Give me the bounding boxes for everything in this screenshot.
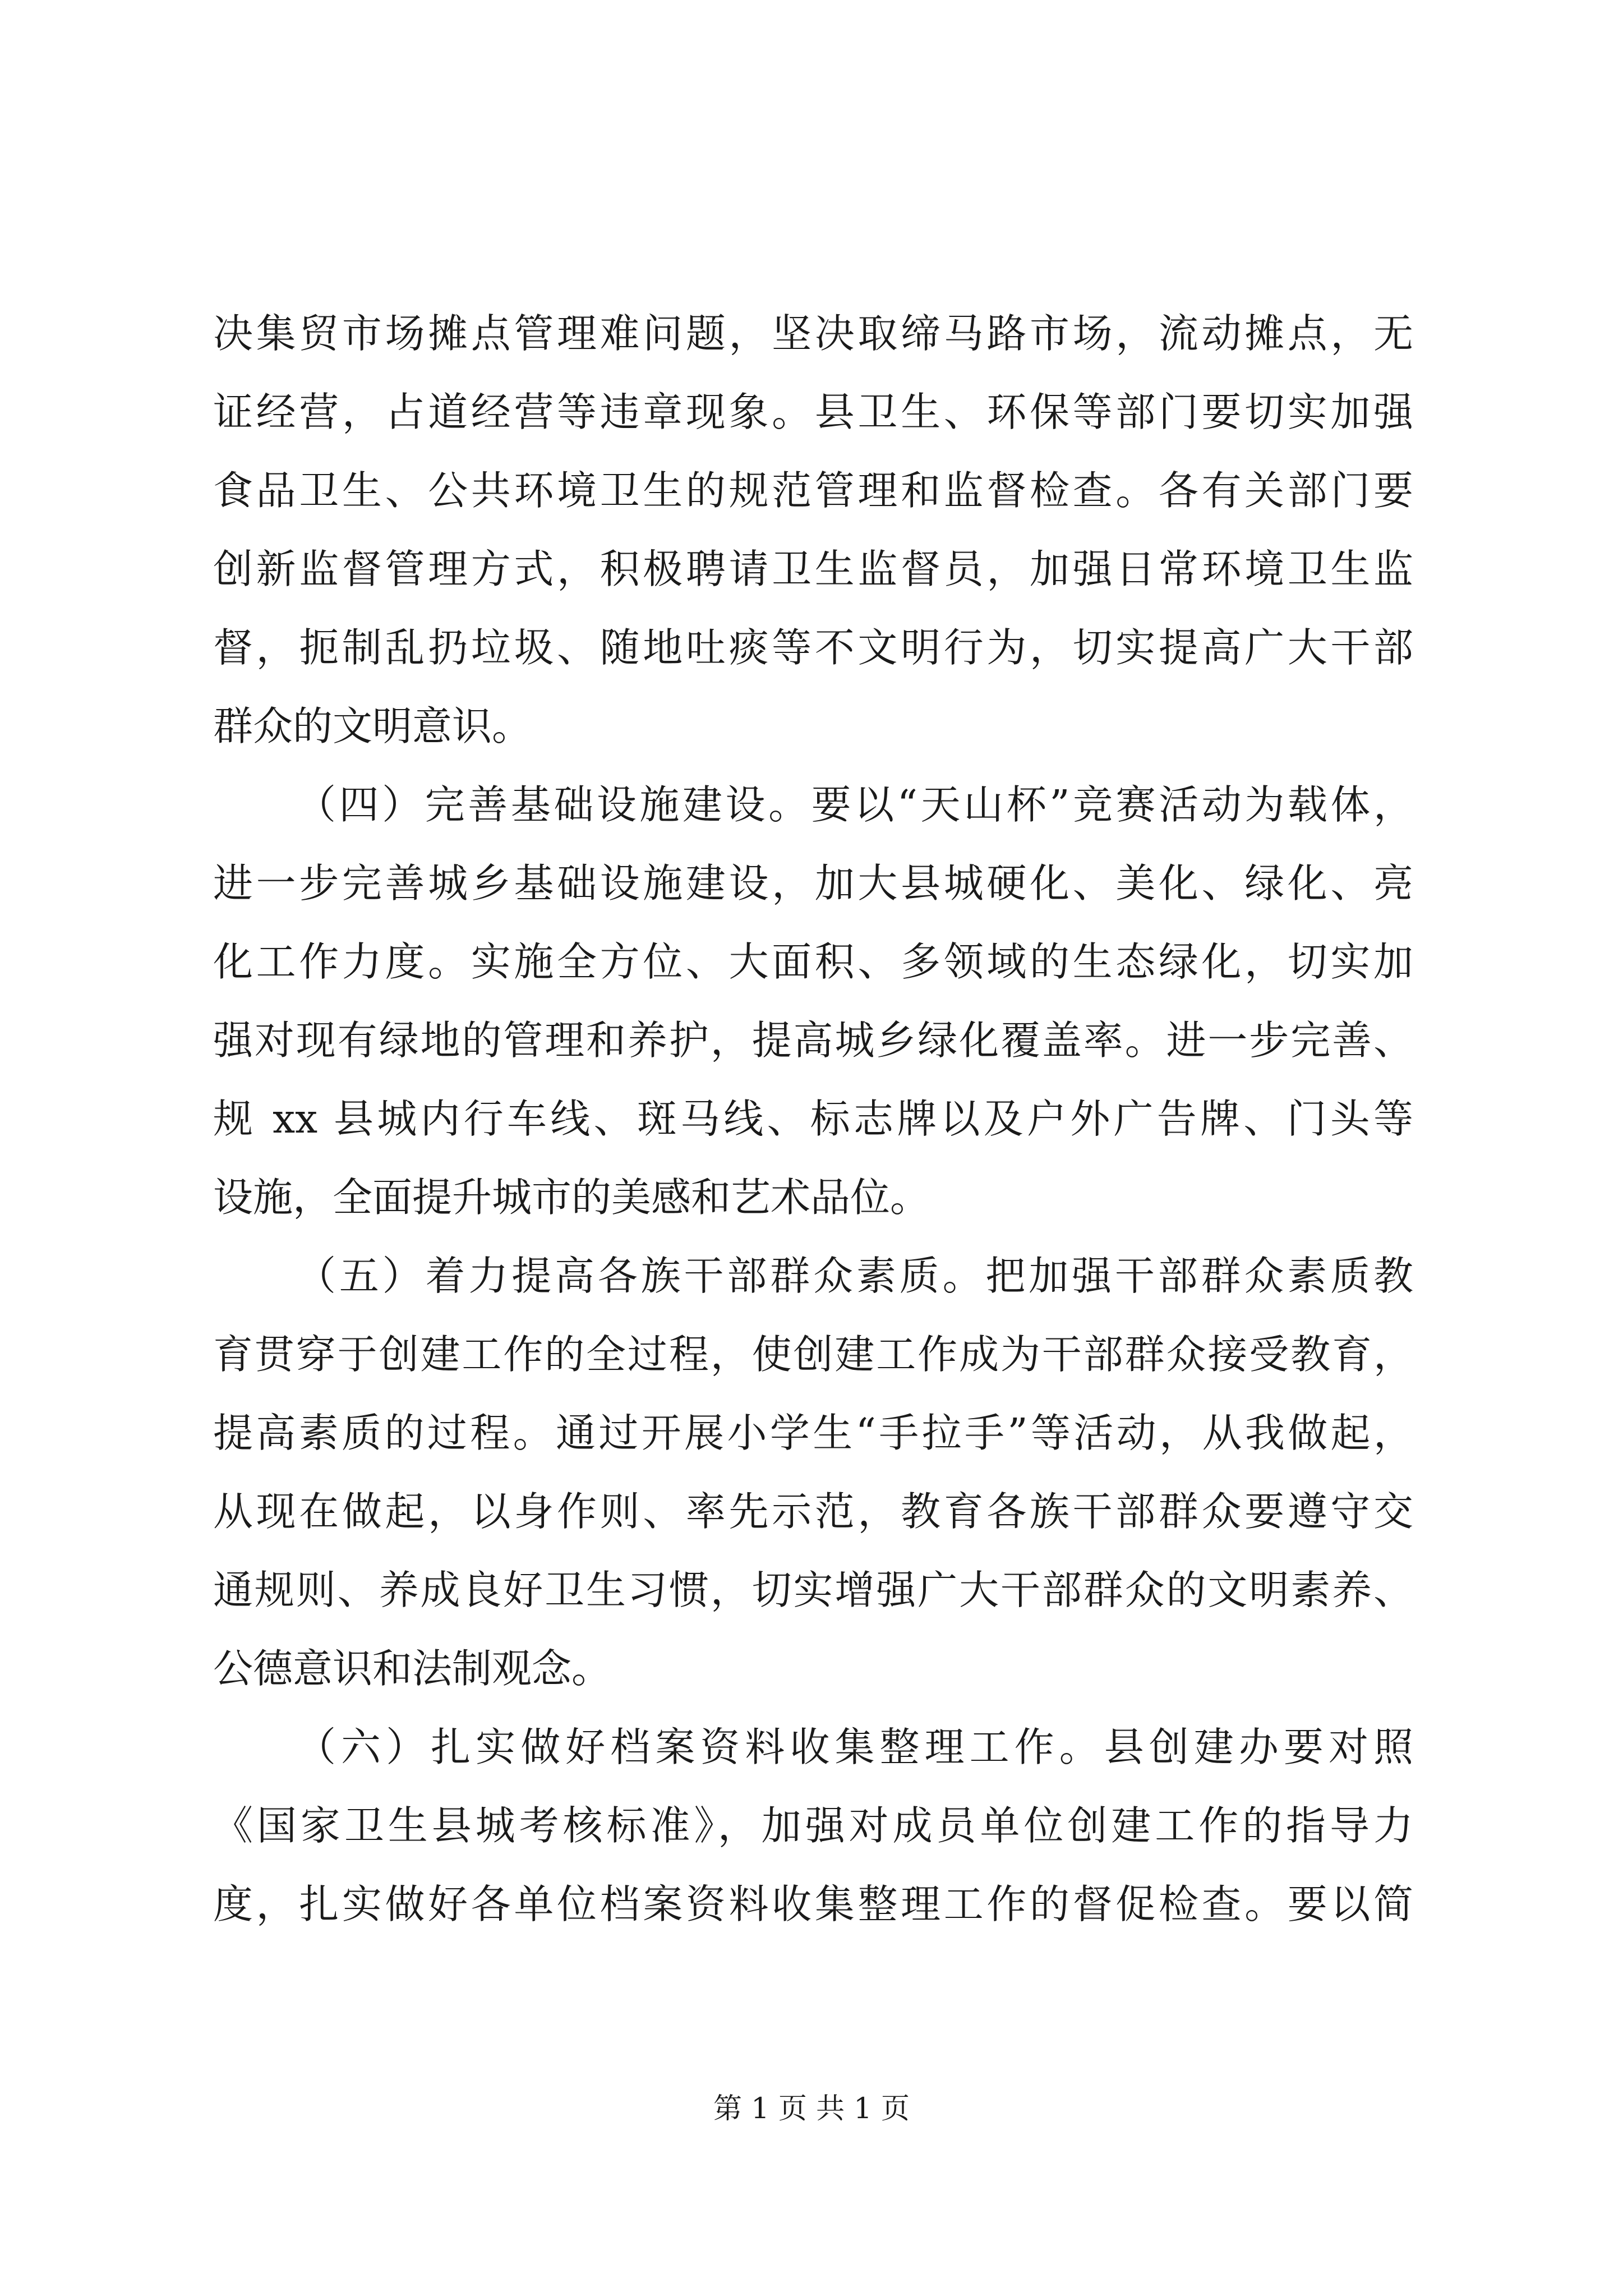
text-line: 督，扼制乱扔垃圾、随地吐痰等不文明行为，切实提高广大干部 xyxy=(213,624,1413,671)
text-line: 创新监督管理方式，积极聘请卫生监督员，加强日常环境卫生监 xyxy=(213,546,1413,592)
text-line: 公德意识和法制观念。 xyxy=(213,1645,612,1692)
page-number-footer: 第 1 页 共 1 页 xyxy=(713,2092,910,2125)
text-line: 决集贸市场摊点管理难问题，坚决取缔马路市场，流动摊点，无 xyxy=(213,310,1413,357)
text-line: 群众的文明意识。 xyxy=(213,703,532,749)
paragraph-heading-line: （五）着力提高各族干部群众素质。把加强干部群众素质教 xyxy=(296,1253,1413,1299)
text-line: 进一步完善城乡基础设施建设，加大县城硬化、美化、绿化、亮 xyxy=(213,860,1413,907)
text-line: 强对现有绿地的管理和养护，提高城乡绿化覆盖率。进一步完善、 xyxy=(213,1017,1413,1064)
text-line: 度，扎实做好各单位档案资料收集整理工作的督促检查。要以简 xyxy=(213,1881,1413,1927)
text-line: 育贯穿于创建工作的全过程，使创建工作成为干部群众接受教育， xyxy=(213,1331,1413,1378)
text-line: 通规则、养成良好卫生习惯，切实增强广大干部群众的文明素养、 xyxy=(213,1567,1413,1613)
text-line: 从现在做起，以身作则、率先示范，教育各族干部群众要遵守交 xyxy=(213,1488,1413,1535)
text-line: 设施，全面提升城市的美感和艺术品位。 xyxy=(213,1174,930,1221)
text-line: 证经营，占道经营等违章现象。县卫生、环保等部门要切实加强 xyxy=(213,389,1413,435)
text-line: 《国家卫生县城考核标准》，加强对成员单位创建工作的指导力 xyxy=(213,1802,1413,1849)
text-line: 提高素质的过程。通过开展小学生“手拉手”等活动，从我做起， xyxy=(213,1410,1413,1456)
text-line: 规 xx 县城内行车线、斑马线、标志牌以及户外广告牌、门头等 xyxy=(213,1096,1413,1142)
text-line: 化工作力度。实施全方位、大面积、多领域的生态绿化，切实加 xyxy=(213,938,1413,985)
paragraph-heading-line: （六）扎实做好档案资料收集整理工作。县创建办要对照 xyxy=(296,1724,1413,1770)
paragraph-heading-line: （四）完善基础设施建设。要以“天山杯”竞赛活动为载体， xyxy=(296,781,1413,828)
text-line: 食品卫生、公共环境卫生的规范管理和监督检查。各有关部门要 xyxy=(213,467,1413,514)
